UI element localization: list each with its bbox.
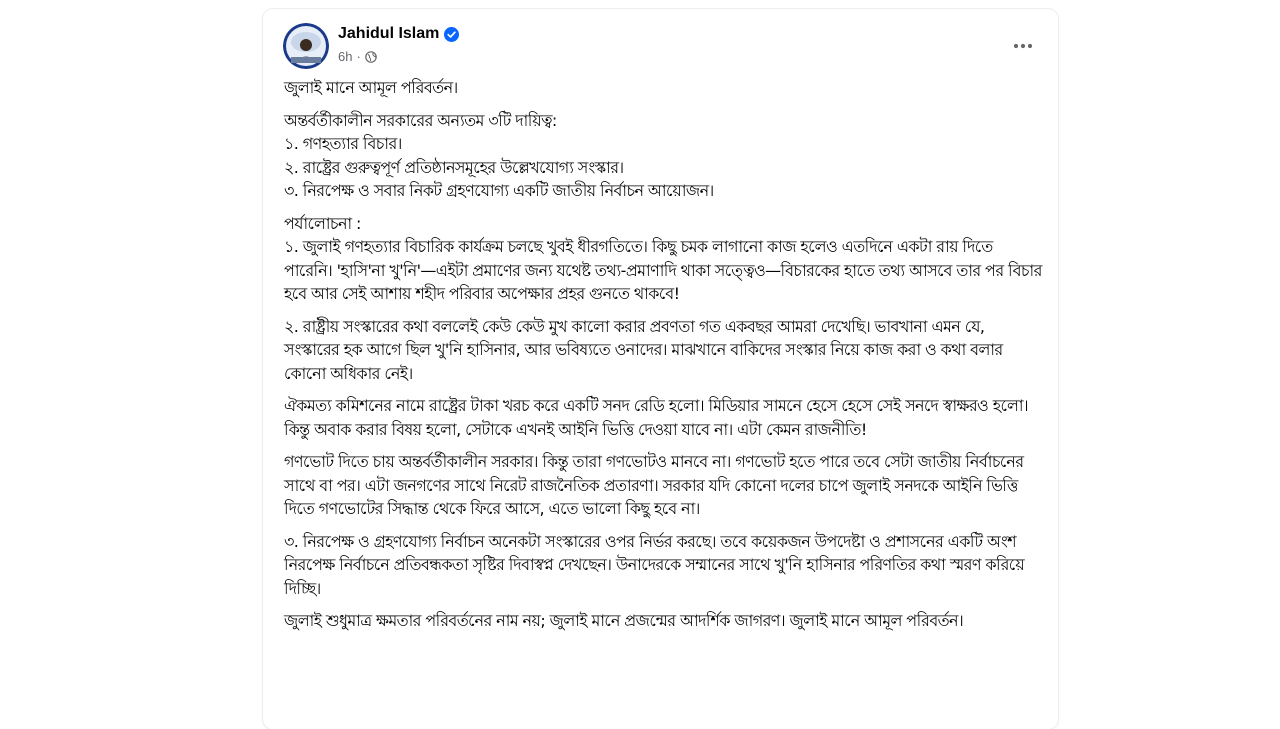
author-line [338,25,459,43]
post-body [284,76,1044,642]
post-paragraph-review-3: ৩. নিরপেক্ষ ও গ্রহণযোগ্য নির্বাচন অনেকটা সংস্কারের ওপর নির্ভর করছে। তবে কয়েকজন উপদেষ্টা ও প্রশাসনের একটি অংশ নিরপেক্ষ নির্বাচনে প্রতিবন্ধকতা সৃষ্টির দিবাস্বপ্ন দেখছেন। উনাদেরকে সম্মানের সাথে খু'নি হাসিনার পরিণতির কথা স্মরণ করিয়ে দিচ্ছি। [284,531,1025,598]
globe-icon[interactable] [365,51,377,63]
post-header [283,23,1038,73]
post-card [263,9,1058,729]
avatar-image [283,23,329,69]
post-timestamp[interactable]: 6h [338,49,353,64]
meta-separator: · [356,49,361,64]
post-paragraph-intro: জুলাই মানে আমূল পরিবর্তন। [284,78,458,97]
post-paragraph-review-1: পর্যালোচনা : ১. জুলাই গণহত্যার বিচারিক কার্যক্রম চলছে খুবই ধীরগতিতে। কিছু চমক লাগানো কাজ হলেও এতদিনে একটা রায় দিতে পারেনি। 'হাসি'না খু'নি'—এইটা প্রমাণের জন্য যথেষ্ট তথ্য-প্রমাণাদি থাকা সত্ত্বেও—বিচারকের হাতে তথ্য আসবে তার পর বিচার হবে আর সেই আশায় শহীদ পরিবার অপেক্ষার প্রহর গুনতে থাকবে! [284,213,1042,303]
post-paragraph-review-2: ২. রাষ্ট্রীয় সংস্কারের কথা বললেই কেউ কেউ মুখ কালো করার প্রবণতা গত একবছর আমরা দেখেছি। ভাবখানা এমন যে, সংস্কারের হক আগে ছিল খু'নি হাসিনার, আর ভবিষ্যতে ওনাদের। মাঝখানে বাকিদের সংস্কার নিয়ে কাজ করা ও কথা বলার কোনো অধিকার নেই। [284,316,1003,383]
post-meta [338,49,377,64]
post-paragraph-responsibilities: অন্তর্বর্তীকালীন সরকারের অন্যতম ৩টি দায়িত্ব: ১. গণহত্যার বিচার। ২. রাষ্ট্রের গুরুত্বপূর্ণ প্রতিষ্ঠানসমূহের উল্লেখযোগ্য সংস্কার। ৩. নিরপেক্ষ ও সবার নিকট গ্রহণযোগ্য একটি জাতীয় নির্বাচন আয়োজন। [284,110,714,200]
more-options-button[interactable] [1005,31,1041,61]
more-options-icon [1013,43,1033,49]
author-avatar[interactable] [283,23,329,69]
post-paragraph-consensus: ঐকমত্য কমিশনের নামে রাষ্ট্রের টাকা খরচ করে একটি সনদ রেডি হলো। মিডিয়ার সামনে হেসে হেসে সেই সনদে স্বাক্ষরও হলো। কিন্তু অবাক করার বিষয় হলো, সেটাকে এখনই আইনি ভিত্তি দেওয়া যাবে না। এটা কেমন রাজনীতি! [284,396,1029,439]
author-name[interactable]: Jahidul Islam [338,25,440,42]
post-paragraph-referendum: গণভোট দিতে চায় অন্তর্বর্তীকালীন সরকার। কিন্তু তারা গণভোটও মানবে না। গণভোট হতে পারে তবে সেটা জাতীয় নির্বাচনের সাথে বা পর। এটা জনগণের সাথে নিরেট রাজনৈতিক প্রতারণা। সরকার যদি কোনো দলের চাপে জুলাই সনদকে আইনি ভিত্তি দিতে গণভোটের সিদ্ধান্ত থেকে ফিরে আসে, এতে ভালো কিছু হবে না। [284,452,1024,518]
verified-badge-icon [444,27,459,42]
post-paragraph-conclusion: জুলাই শুধুমাত্র ক্ষমতার পরিবর্তনের নাম নয়; জুলাই মানে প্রজন্মের আদর্শিক জাগরণ। জুলাই মানে আমূল পরিবর্তন। [284,611,964,630]
